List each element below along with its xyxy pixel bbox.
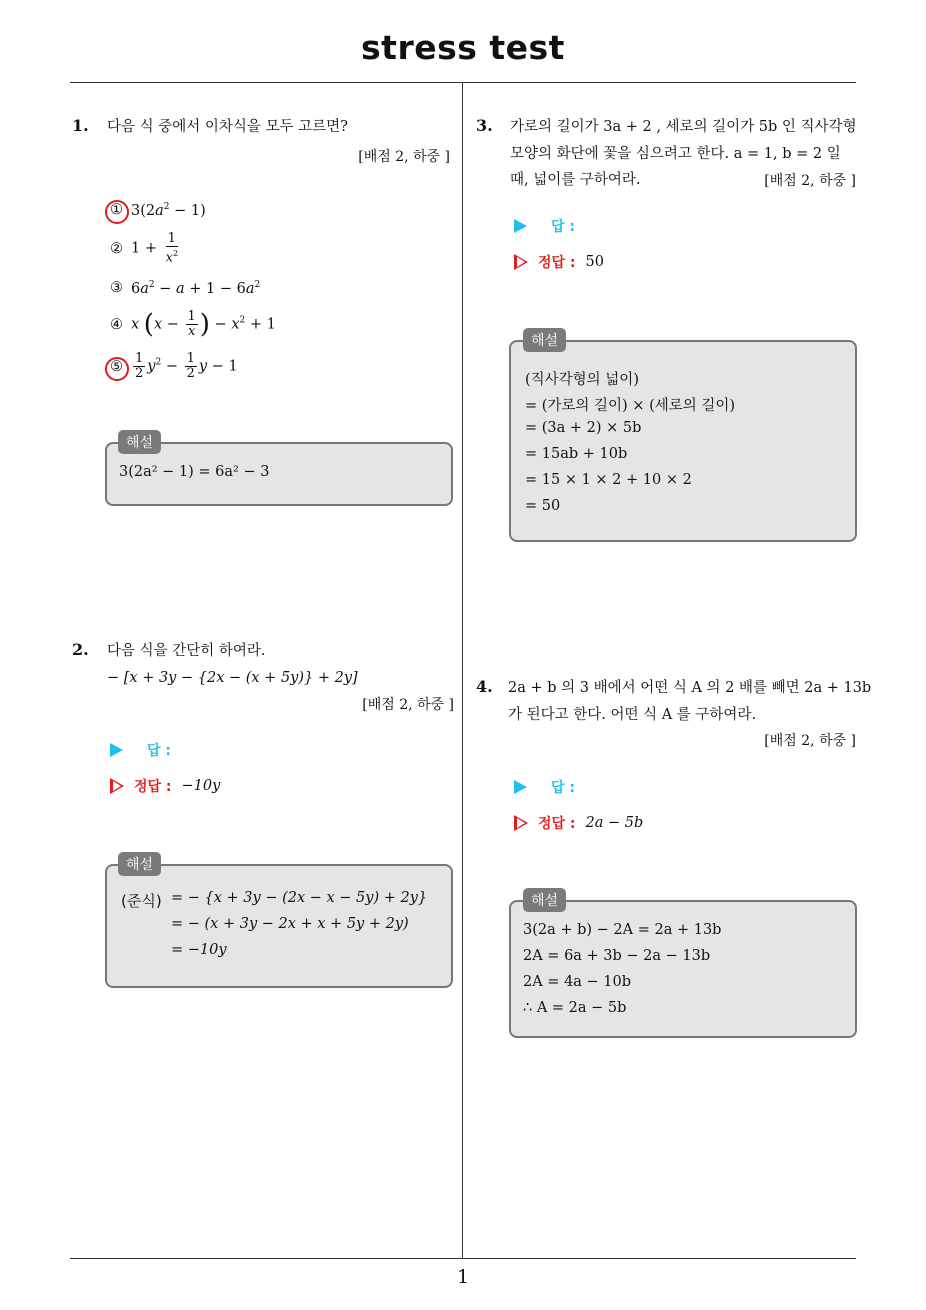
choice-1-expression: $3(2a^2 - 1)$ xyxy=(131,202,206,219)
choice-1-mark: ① xyxy=(110,202,123,219)
correct-label-2: 정답 : xyxy=(134,779,172,795)
choice-5[interactable] xyxy=(108,352,238,381)
explanation-3-line-2: = (가로의 길이) × (세로의 길이) xyxy=(525,398,736,414)
explanation-3-line-3: = (3a + 2) × 5b xyxy=(525,420,642,436)
correct-label-4: 정답 : xyxy=(538,816,576,832)
answer-label-4: 답 : xyxy=(551,780,575,796)
question-2-expression: − [x + 3y − {2x − (x + 5y)} + 2y] xyxy=(107,670,358,686)
page-title: stress test xyxy=(361,28,565,67)
header-rule xyxy=(70,82,856,83)
explanation-1-line-1: 3(2a² − 1) = 6a² − 3 xyxy=(119,464,270,480)
correct-label-3: 정답 : xyxy=(538,255,576,271)
explanation-tab-2: 해설 xyxy=(118,852,161,876)
choice-3[interactable] xyxy=(108,280,260,297)
question-3-meta: [배점 2, 하중 ] xyxy=(764,173,856,189)
explanation-2-line-3: = −10y xyxy=(171,942,227,958)
outline-triangle-icon xyxy=(110,778,124,794)
explanation-4-line-3: 2A = 4a − 10b xyxy=(523,974,632,990)
question-1-number: 1. xyxy=(72,116,89,135)
correct-answer-4: 2a − 5b xyxy=(585,815,644,831)
choice-3-mark: ③ xyxy=(110,280,123,297)
answer-label-3: 답 : xyxy=(551,219,575,235)
correct-answer-2: −10y xyxy=(181,778,221,794)
choice-4-expression: x (x − $\frac{1}{x}$ ) − $x^2 + 1$ xyxy=(131,309,276,340)
question-3-line-3: 때, 넓이를 구하여라. xyxy=(510,172,641,188)
question-4-line-2: 가 된다고 한다. 어떤 식 A 를 구하여라. xyxy=(508,707,757,723)
explanation-4-line-1: 3(2a + b) − 2A = 2a + 13b xyxy=(523,922,722,938)
explanation-4-line-2: 2A = 6a + 3b − 2a − 13b xyxy=(523,948,711,964)
explanation-3-line-4: = 15ab + 10b xyxy=(525,446,628,462)
column-divider xyxy=(462,83,463,1259)
choice-3-expression: $6a^2 - a + 1 - 6a^2$ xyxy=(131,280,261,297)
page-number: 1 xyxy=(456,1266,470,1288)
footer-rule xyxy=(70,1258,856,1259)
question-4-number: 4. xyxy=(476,677,493,696)
correct-answer-3: 50 xyxy=(585,254,604,270)
answer-row-4[interactable] xyxy=(514,777,575,797)
explanation-box-4 xyxy=(509,900,857,1038)
choice-2[interactable] xyxy=(108,232,182,265)
explanation-box-2 xyxy=(105,864,453,988)
explanation-2-line-1: = − {x + 3y − (2x − x − 5y) + 2y} xyxy=(171,890,428,906)
explanation-2-prefix: (준식) xyxy=(121,892,162,910)
play-icon xyxy=(514,219,527,233)
answer-row-3[interactable] xyxy=(514,216,575,236)
explanation-2-line-2: = − (x + 3y − 2x + x + 5y + 2y) xyxy=(171,916,409,932)
question-1-text: 다음 식 중에서 이차식을 모두 고르면? xyxy=(107,119,348,135)
explanation-4-line-4: ∴ A = 2a − 5b xyxy=(523,1000,627,1016)
explanation-tab-3: 해설 xyxy=(523,328,566,352)
question-2-text: 다음 식을 간단히 하여라. xyxy=(107,643,266,659)
explanation-tab-4: 해설 xyxy=(523,888,566,912)
choice-5-mark: ⑤ xyxy=(110,358,123,375)
question-1-meta: [배점 2, 하중 ] xyxy=(358,149,450,165)
outline-triangle-icon xyxy=(514,815,528,831)
question-4-meta: [배점 2, 하중 ] xyxy=(764,733,856,749)
choice-5-expression: $\frac{1}{2}$ $y^2$ − $\frac{1}{2}$ y − 1 xyxy=(135,351,238,381)
outline-triangle-icon xyxy=(514,254,528,270)
play-icon xyxy=(110,743,123,757)
answer-row-2[interactable] xyxy=(110,740,171,760)
question-4-line-1: 2a + b 의 3 배에서 어떤 식 A 의 2 배를 빼면 2a + 13b xyxy=(508,680,872,696)
play-icon xyxy=(514,780,527,794)
choice-2-mark: ② xyxy=(110,240,123,257)
answer-label-2: 답 : xyxy=(147,743,171,759)
explanation-box-3 xyxy=(509,340,857,542)
question-2-number: 2. xyxy=(72,640,89,659)
explanation-3-line-5: = 15 × 1 × 2 + 10 × 2 xyxy=(525,472,692,488)
choice-4-mark: ④ xyxy=(110,316,123,333)
question-2-meta: [배점 2, 하중 ] xyxy=(362,697,454,713)
question-3-line-1: 가로의 길이가 3a + 2 , 세로의 길이가 5b 인 직사각형 xyxy=(510,119,857,135)
choice-2-expression: 1 + $\frac{1}{x^2}$ xyxy=(131,231,179,266)
question-3-number: 3. xyxy=(476,116,493,135)
choice-4[interactable] xyxy=(108,310,276,339)
explanation-3-line-6: = 50 xyxy=(525,498,561,514)
correct-row-2 xyxy=(110,776,220,796)
explanation-3-line-1: (직사각형의 넓이) xyxy=(525,372,639,388)
correct-row-3 xyxy=(514,252,604,272)
correct-row-4 xyxy=(514,813,643,833)
question-3-line-2: 모양의 화단에 꽃을 심으려고 한다. a = 1, b = 2 일 xyxy=(510,146,841,162)
choice-1[interactable] xyxy=(108,202,206,219)
explanation-tab-1: 해설 xyxy=(118,430,161,454)
